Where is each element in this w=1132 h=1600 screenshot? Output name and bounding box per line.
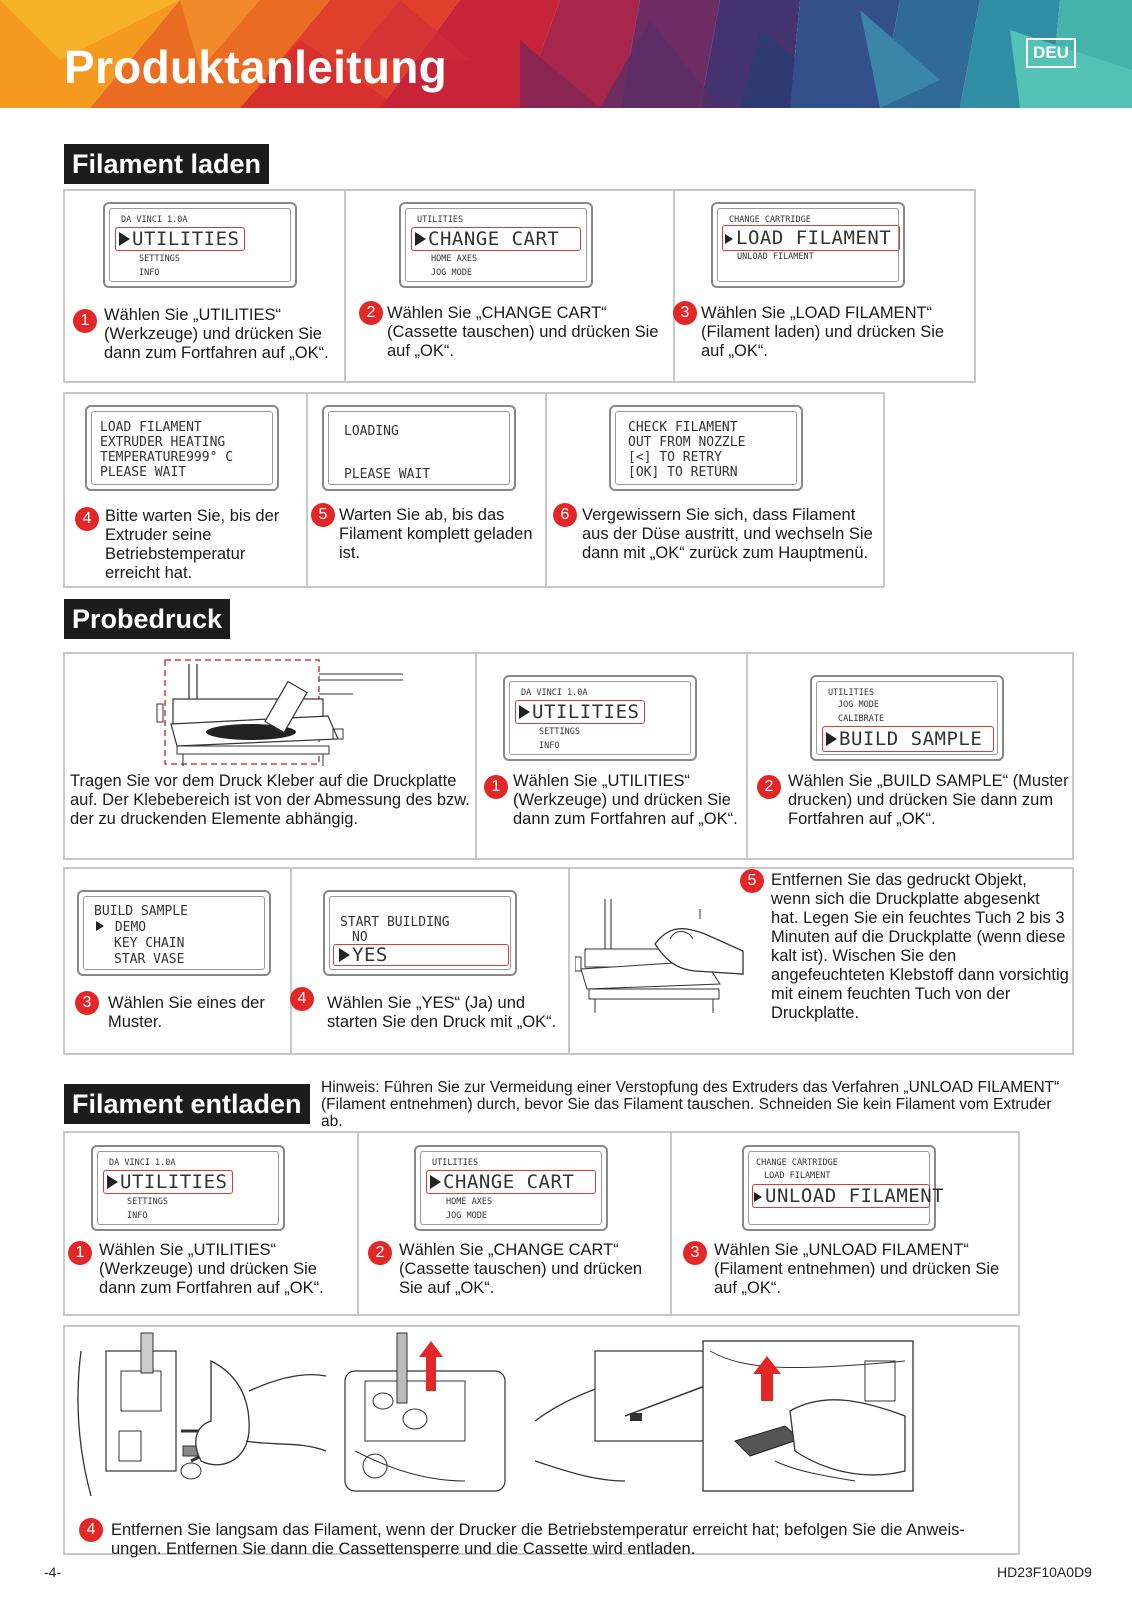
step-number-badge: 1 (73, 309, 97, 333)
lcd-selected-item: YES (339, 944, 388, 966)
page-number: -4- (44, 1564, 62, 1580)
lcd-selected-item: DEMO (96, 920, 146, 935)
selector-arrow-icon (826, 732, 837, 746)
step-instruction: Vergewissern Sie sich, dass Filament aus der Düse austritt, und wechseln Sie dann mit „OK“ zurück zum Hauptmenü. (582, 506, 873, 562)
lcd-line: STAR VASE (114, 952, 185, 967)
step-instruction: Entfernen Sie langsam das Filament, wenn der Drucker die Betriebstemperatur erreicht hat; befolgen Sie die Anweis- ungen. Entfernen Sie dann die Cassettensperre und die Cassette wird entladen. (111, 1521, 965, 1558)
step-instruction: Wählen Sie „LOAD FILAMENT“ (Filament laden) und drücken Sie auf „OK“. (701, 304, 945, 360)
step-instruction: Wählen Sie „UTILITIES“ (Werkzeuge) und drücken Sie dann zum Fortfahren auf „OK“. (104, 306, 329, 362)
section-title-load: Filament laden (64, 144, 269, 184)
lcd-line: JOG MODE (838, 700, 879, 710)
lcd-selected-item: CHANGE CART (430, 1171, 574, 1193)
lcd-line: DA VINCI 1.0A (109, 1158, 176, 1168)
lcd-line: CALIBRATE (838, 714, 885, 724)
sample-steps-row-1 (63, 652, 1074, 860)
lcd-line: UTILITIES (417, 215, 464, 225)
step-instruction: Wählen Sie „UNLOAD FILAMENT“ (Filament entnehmen) und drücken Sie auf „OK“. (714, 1241, 1000, 1297)
step-instruction: Wählen Sie „BUILD SAMPLE“ (Muster drucken) und drücken Sie dann zum Fortfahren auf „OK“. (788, 772, 1069, 828)
lcd-line: LOAD FILAMENT (764, 1171, 831, 1181)
lcd-selected-item: UTILITIES (107, 1171, 227, 1193)
lcd-screen-change-cart (414, 1145, 608, 1231)
cartridge-removal-illustration (535, 1331, 915, 1506)
lcd-selected-item: UNLOAD FILAMENT (754, 1185, 944, 1207)
unload-hint-note: Hinweis: Führen Sie zur Vermeidung einer Verstopfung des Extruders das Verfahren „UNLOAD FILAMENT“ (Filament entnehmen) durch, bevor Sie das Filament tauschen. Schneiden Sie kein Filament vom Extruder ab. (321, 1079, 1060, 1130)
lcd-screen-load-filament (711, 202, 905, 288)
lcd-line: INFO (539, 741, 560, 751)
lcd-line: NO (352, 930, 368, 945)
lcd-line: DA VINCI 1.0A (121, 215, 188, 225)
lcd-line: [OK] TO RETURN (628, 465, 738, 480)
selector-arrow-icon (119, 232, 130, 246)
cartridge-arrow-illustration (335, 1331, 525, 1501)
lcd-line: START BUILDING (340, 915, 450, 930)
step-number-badge: 2 (368, 1241, 392, 1265)
step-instruction: Entfernen Sie das gedruckt Objekt, wenn sich die Druckplatte abgesenkt hat. Legen Sie ein feuchtes Tuch 2 bis 3 Minuten auf die Druckplatte (wenn diese kalt ist). Wischen Sie den angefeuchteten Klebstoff dann vorsichtig mit einem feuchten Tuch von der Druckplatte. (771, 871, 1069, 1022)
lcd-line: UNLOAD FILAMENT (737, 252, 814, 262)
lcd-screen-utilities (503, 675, 697, 761)
step-number-badge: 3 (683, 1241, 707, 1265)
lcd-line: PLEASE WAIT (344, 467, 431, 482)
step-instruction: Bitte warten Sie, bis der Extruder seine Betriebstemperatur erreicht hat. (105, 507, 280, 582)
lcd-screen-utilities (91, 1145, 285, 1231)
section-title-unload: Filament entladen (64, 1084, 310, 1124)
language-badge: DEU (1026, 38, 1076, 68)
load-steps-row-2 (63, 392, 885, 588)
selector-arrow-icon (339, 948, 350, 962)
lcd-selected-item: CHANGE CART (415, 228, 559, 250)
step-instruction: Warten Sie ab, bis das Filament komplett geladen ist. (339, 506, 533, 562)
step-number-badge: 2 (359, 301, 383, 325)
lcd-line: OUT FROM NOZZLE (628, 435, 746, 450)
lcd-screen-sample-list (77, 890, 271, 976)
lcd-line: UTILITIES (432, 1158, 479, 1168)
lcd-line: CHECK FILAMENT (628, 420, 738, 435)
lcd-screen-check-filament (609, 405, 803, 491)
step-number-badge: 6 (553, 503, 577, 527)
step-instruction: Wählen Sie „UTILITIES“ (Werkzeuge) und drücken Sie dann zum Fortfahren auf „OK“. (99, 1241, 324, 1297)
step-number-badge: 4 (75, 507, 99, 531)
hand-pull-filament-illustration (71, 1331, 326, 1501)
lcd-line: DA VINCI 1.0A (521, 688, 588, 698)
step-instruction: Wählen Sie „UTILITIES“ (Werkzeuge) und drücken Sie dann zum Fortfahren auf „OK“. (513, 772, 738, 828)
step-number-badge: 2 (757, 775, 781, 799)
lcd-line: HOME AXES (446, 1197, 493, 1207)
lcd-line: LOADING (344, 424, 399, 439)
lcd-line: KEY CHAIN (114, 936, 185, 951)
lcd-selected-item: LOAD FILAMENT (725, 227, 891, 249)
sample-steps-row-2 (63, 867, 1074, 1055)
lcd-screen-heating (85, 405, 279, 491)
section-title-sample: Probedruck (64, 599, 230, 639)
selector-arrow-icon (754, 1192, 762, 1202)
lcd-line: JOG MODE (446, 1211, 487, 1221)
lcd-line: EXTRUDER HEATING (100, 435, 226, 450)
header-banner (0, 0, 1132, 108)
unload-steps-row-1 (63, 1131, 1020, 1316)
lcd-line: HOME AXES (431, 254, 478, 264)
lcd-line: PLEASE WAIT (100, 465, 187, 480)
step-number-badge: 4 (290, 987, 314, 1011)
lcd-screen-build-sample (810, 675, 1004, 761)
step-number-badge: 3 (673, 301, 697, 325)
step-number-badge: 5 (311, 503, 335, 527)
lcd-line: CHANGE CARTRIDGE (756, 1158, 838, 1168)
selector-arrow-icon (96, 921, 104, 931)
lcd-line: SETTINGS (127, 1197, 168, 1207)
lcd-line: INFO (127, 1211, 148, 1221)
step-instruction: Wählen Sie „CHANGE CART“ (Cassette tauschen) und drücken Sie auf „OK“. (399, 1241, 643, 1297)
lcd-screen-loading (322, 405, 516, 491)
step-number-badge: 5 (740, 869, 764, 893)
lcd-line: CHANGE CARTRIDGE (729, 215, 811, 225)
lcd-line: LOAD FILAMENT (100, 420, 202, 435)
lcd-line: BUILD SAMPLE (94, 904, 188, 919)
glue-instruction: Tragen Sie vor dem Druck Kleber auf die Druckplatte auf. Der Klebebereich ist von der Abmessung des bzw. der zu druckenden Elemente abhängig. (70, 772, 470, 828)
step-instruction: Wählen Sie eines der Muster. (108, 994, 265, 1031)
lcd-selected-item: UTILITIES (519, 701, 639, 723)
lcd-line: SETTINGS (539, 727, 580, 737)
selector-arrow-icon (430, 1175, 441, 1189)
step-number-badge: 1 (484, 775, 508, 799)
lcd-selected-item: UTILITIES (119, 228, 239, 250)
load-steps-row-1 (63, 189, 976, 383)
lcd-screen-start-building (323, 890, 517, 976)
lcd-selected-item: BUILD SAMPLE (826, 728, 982, 750)
lcd-line: INFO (139, 268, 160, 278)
selector-arrow-icon (519, 705, 530, 719)
printer-wipe-illustration (575, 889, 745, 1019)
lcd-screen-utilities (103, 202, 297, 288)
lcd-line: [<] TO RETRY (628, 450, 722, 465)
unload-steps-row-2 (63, 1325, 1020, 1558)
lcd-screen-unload-filament (742, 1145, 945, 1231)
step-number-badge: 4 (79, 1518, 103, 1542)
selector-arrow-icon (725, 234, 733, 244)
selector-arrow-icon (415, 232, 426, 246)
lcd-line: TEMPERATURE999° C (100, 450, 234, 465)
lcd-line: JOG MODE (431, 268, 472, 278)
step-number-badge: 3 (75, 991, 99, 1015)
step-instruction: Wählen Sie „CHANGE CART“ (Cassette tauschen) und drücken Sie auf „OK“. (387, 304, 659, 360)
printer-glue-illustration (153, 654, 413, 772)
step-number-badge: 1 (68, 1241, 92, 1265)
selector-arrow-icon (107, 1175, 118, 1189)
page-title: Produktanleitung (64, 41, 448, 93)
lcd-screen-change-cart (399, 202, 593, 288)
lcd-line: SETTINGS (139, 254, 180, 264)
document-code: HD23F10A0D9 (997, 1564, 1092, 1580)
lcd-line: UTILITIES (828, 688, 875, 698)
step-instruction: Wählen Sie „YES“ (Ja) und starten Sie den Druck mit „OK“. (327, 994, 557, 1031)
